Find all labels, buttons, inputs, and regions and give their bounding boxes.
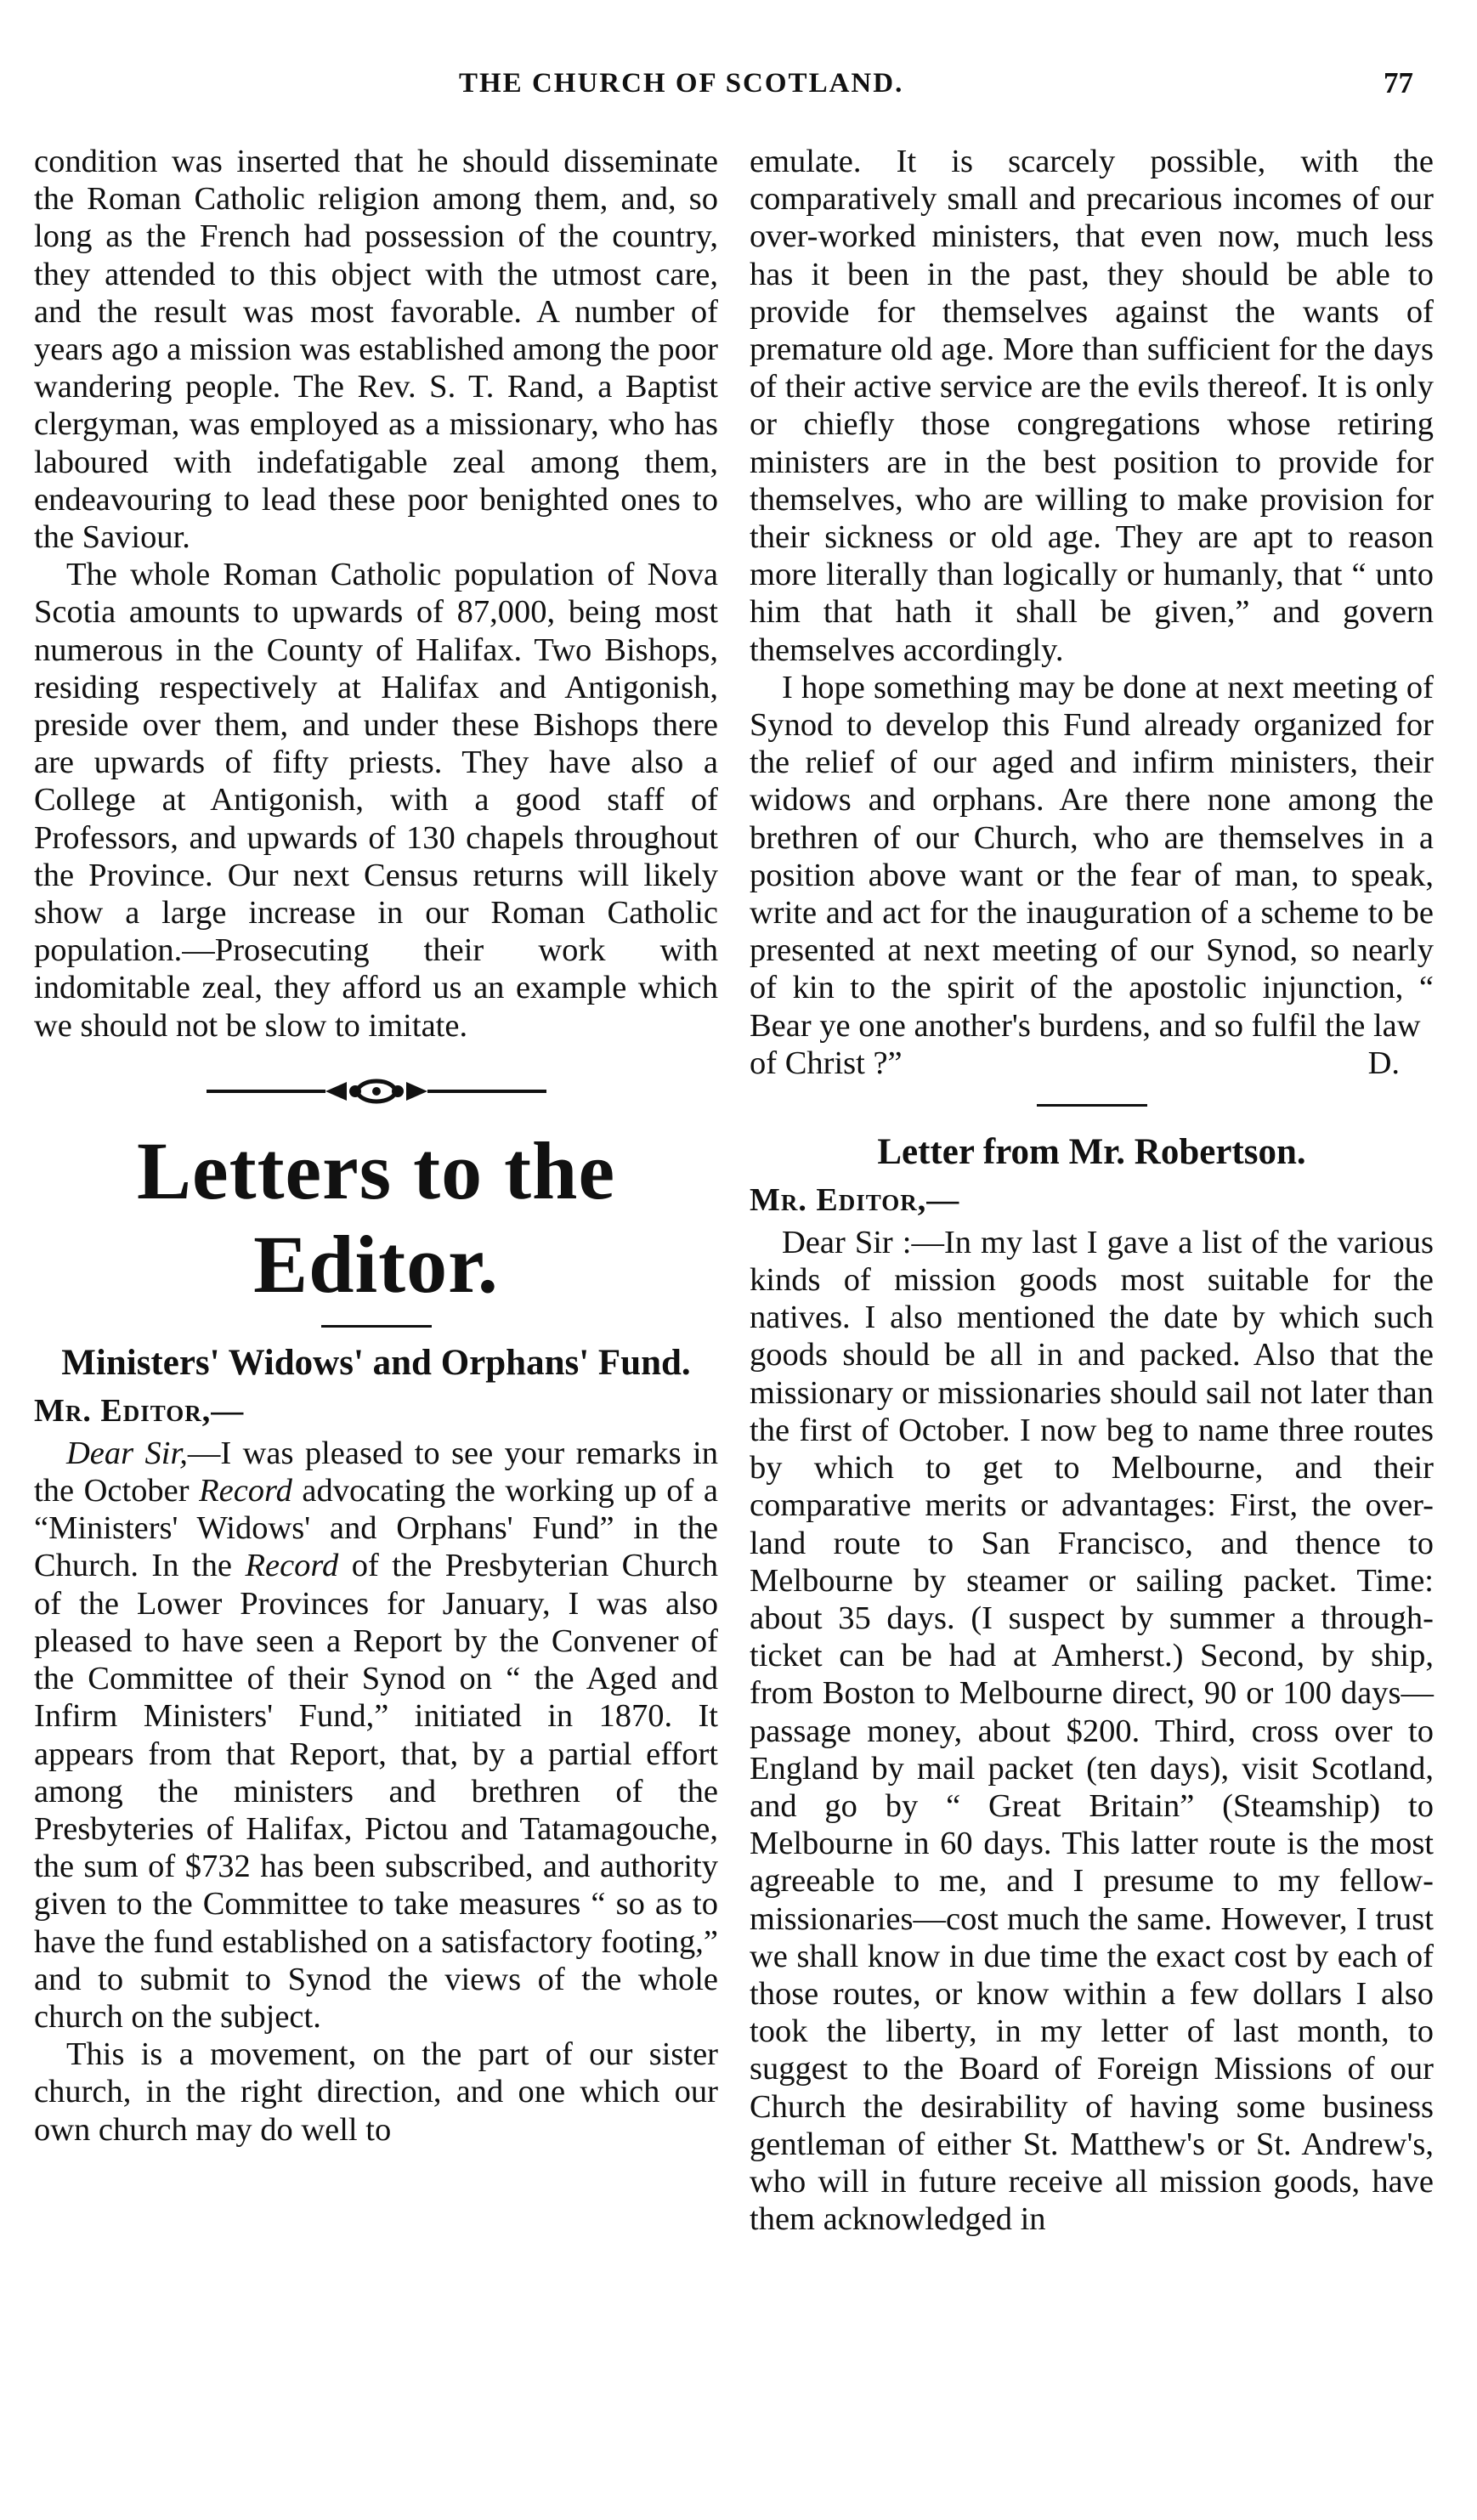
article-divider bbox=[1037, 1104, 1147, 1107]
signature-line bbox=[750, 1045, 1434, 1082]
running-head: THE CHURCH OF SCOTLAND. bbox=[459, 68, 904, 99]
article-paragraph: This is a movement, on the part of our sister church, in the right direction, and one which our own church may do well to bbox=[34, 2036, 718, 2148]
opening-greeting: Dear Sir, bbox=[66, 1435, 188, 1471]
article-text: advocating the working up of a “Ministers' Widows' and Orphans' Fund” in the Church. In the bbox=[34, 1473, 718, 1584]
record-title: Record bbox=[199, 1473, 292, 1509]
article-heading-ministers-fund: Ministers' Widows' and Orphans' Fund. bbox=[61, 1342, 691, 1383]
left-paragraph-2: The whole Roman Catholic population of Nova Scotia amounts to upwards of 87,000, being most numerous in the County of Halifax. Two Bishops, residing respectively at Halifax and Antigonish, preside over them, and under these Bishops there are upwards of fifty priests. They have also a College at Antigonish, with a good staff of Professors, and upwards of 130 chapels throughout the Province. Our next Census returns will likely show a large increase in our Roman Catholic population.—Prosecuting their work with indomitable zeal, they afford us an example which we should not be slow to imitate. bbox=[34, 557, 718, 1044]
ornament-divider-icon bbox=[198, 1077, 555, 1106]
left-column bbox=[34, 143, 718, 2149]
article-text: —I was pleased to see your remarks in the October bbox=[34, 1435, 718, 1509]
right-column bbox=[750, 143, 1434, 2238]
article-heading-robertson: Letter from Mr. Robertson. bbox=[877, 1131, 1306, 1172]
right-paragraph-1: emulate. It is scarcely possible, with the comparatively small and precarious incomes of our over-worked ministers, that even now, much less has it been in the past, they should be able to provide for themselves against the wants of premature old age. More than sufficient for the days of their active service are the evils thereof. It is only or chiefly those congregations whose retiring ministers are in the best position to provide for themselves, who are willing to make provision for their sickness or old age. They are apt to reason more literally than logically or humanly, that “ unto him that hath it shall be given,” and govern themselves accordingly. bbox=[750, 144, 1434, 668]
salutation-text: Mr. Editor,— bbox=[750, 1181, 960, 1218]
section-title: Letters to the Editor. bbox=[136, 1124, 616, 1310]
signature: D. bbox=[1367, 1045, 1400, 1081]
salutation bbox=[750, 1181, 1434, 1219]
page-number: 77 bbox=[1384, 66, 1413, 99]
record-title: Record bbox=[245, 1548, 339, 1584]
left-paragraph-1: condition was inserted that he should disseminate the Roman Catholic religion among them, and, so long as the French had possession of the country, they attended to this object with the utmost care, and the result was most favorable. A number of years ago a mission was established among the poor wandering people. The Rev. S. T. Rand, a Baptist clergyman, was employed as a missionary, who has laboured with indefatigable zeal among them, endeavouring to lead these poor benighted ones to the Saviour. bbox=[34, 144, 718, 556]
right-paragraph-2: I hope something may be done at next meeting of Synod to develop this Fund already organized for the relief of our aged and infirm ministers, their widows and orphans. Are there none among the brethren of our Church, who are themselves in a position above want or the fear of man, to speak, write and act for the inauguration of a scheme to be presented at next meeting of our Synod, so nearly of kin to the spirit of the apostolic injunction, “ Bear ye one another's burdens, and so fulfil the law bbox=[750, 669, 1434, 1044]
salutation-text: Mr. Editor,— bbox=[34, 1392, 245, 1429]
title-rule bbox=[321, 1325, 432, 1328]
salutation bbox=[34, 1392, 718, 1430]
article-paragraph bbox=[34, 1435, 718, 2036]
article-paragraph: Dear Sir :—In my last I gave a list of the various kinds of mission goods most suitable for the natives. I also mentioned the date by which such goods should be all in and packed. Also that the missionary or missionaries should sail not later than the first of October. I now beg to name three routes by which to get to Melbourne, and their comparative merits or advantages: First, the over-land route to San Francisco, and thence to Melbourne by steamer or sailing packet. Time: about 35 days. (I suspect by summer a through-ticket can be had at Amherst.) Second, by ship, from Boston to Melbourne direct, 90 or 100 days—passage money, about $200. Third, cross over to England by mail packet (ten days), visit Scotland, and go by “ Great Britain” (Steamship) to Melbourne in 60 days. This latter route is the most agreeable to me, and I presume to my fellow-missionaries—cost much the same. However, I trust we shall know in due time the exact cost by each of those routes, or know within a few dollars I also took the liberty, in my letter of last month, to suggest to the Board of Foreign Missions of our Church the desirability of having some business gentleman of either St. Matthew's or St. Andrew's, who will in future receive all mission goods, have them acknowledged in bbox=[750, 1224, 1434, 2238]
closing-text: of Christ ?” bbox=[750, 1045, 903, 1081]
article-text: of the Presbyterian Church of the Lower Provinces for January, I was also pleased to have seen a Report by the Convener of the Committee of their Synod on “ the Aged and Infirm Ministers' Fund,” initiated in 1870. It appears from that Report, that, by a partial effort among the ministers and brethren of the Presbyteries of Halifax, Pictou and Tatamagouche, the sum of $732 has been subscribed, and authority given to the Committee to take measures “ so as to have the fund established on a satisfactory footing,” and to submit to Synod the views of the whole church on the subject. bbox=[34, 1548, 718, 2035]
